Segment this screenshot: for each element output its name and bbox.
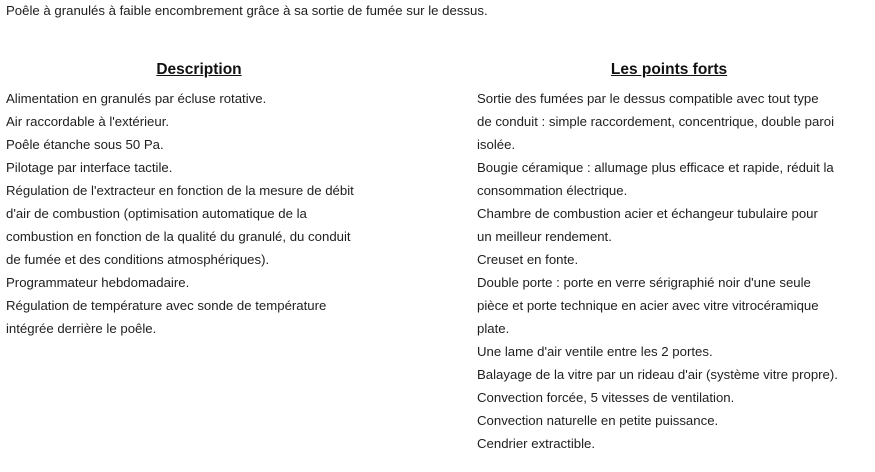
description-line: Pilotage par interface tactile. — [6, 160, 173, 175]
points-forts-heading: Les points forts — [610, 61, 728, 78]
points-forts-line: consommation électrique. — [477, 183, 628, 198]
points-forts-line: Cendrier extractible. — [477, 436, 596, 451]
description-line: Poêle étanche sous 50 Pa. — [6, 137, 164, 152]
description-line: Alimentation en granulés par écluse rotative. — [6, 91, 267, 106]
points-forts-list — [477, 87, 867, 455]
intro-text: Poêle à granulés à faible encombrement grâce à sa sortie de fumée sur le dessus. — [6, 3, 488, 18]
points-forts-line: de conduit : simple raccordement, concentrique, double paroi — [477, 114, 835, 129]
points-forts-line: Chambre de combustion acier et échangeur tubulaire pour — [477, 206, 818, 221]
points-forts-line: Creuset en fonte. — [477, 252, 579, 267]
description-line: de fumée et des conditions atmosphériques). — [6, 252, 270, 267]
points-forts-line: pièce et porte technique en acier avec vitre vitrocéramique — [477, 298, 819, 313]
points-forts-line: un meilleur rendement. — [477, 229, 612, 244]
description-line: d'air de combustion (optimisation automatique de la — [6, 206, 307, 221]
points-forts-line: isolée. — [477, 137, 516, 152]
description-section — [6, 60, 396, 340]
description-line: Programmateur hebdomadaire. — [6, 275, 190, 290]
points-forts-line: plate. — [477, 321, 510, 336]
points-forts-line: Bougie céramique : allumage plus efficace et rapide, réduit la — [477, 160, 834, 175]
points-forts-line: Convection forcée, 5 vitesses de ventilation. — [477, 390, 735, 405]
description-line: intégrée derrière le poêle. — [6, 321, 157, 336]
description-heading: Description — [156, 61, 242, 78]
points-forts-line: Une lame d'air ventile entre les 2 portes. — [477, 344, 713, 359]
description-line: combustion en fonction de la qualité du granulé, du conduit — [6, 229, 351, 244]
points-forts-line: Double porte : porte en verre sérigraphié noir d'une seule — [477, 275, 811, 290]
description-line: Régulation de température avec sonde de température — [6, 298, 327, 313]
points-forts-section — [477, 60, 867, 455]
points-forts-line: Sortie des fumées par le dessus compatible avec tout type — [477, 91, 819, 106]
points-forts-line: Balayage de la vitre par un rideau d'air (système vitre propre). — [477, 367, 838, 382]
description-list — [6, 87, 396, 340]
description-line: Air raccordable à l'extérieur. — [6, 114, 170, 129]
points-forts-line: Convection naturelle en petite puissance. — [477, 413, 719, 428]
description-line: Régulation de l'extracteur en fonction de la mesure de débit — [6, 183, 354, 198]
